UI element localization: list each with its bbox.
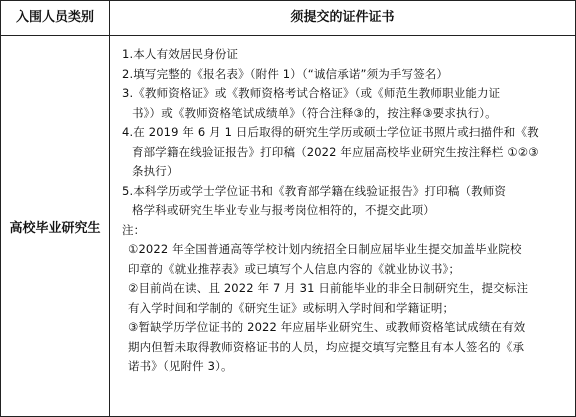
doc-line-bachelor-2: 格学科或研究生毕业专业与报考岗位相符的，不提交此项） (132, 203, 435, 217)
doc-line-teacher-cert-2: 书》）或《教师资格笔试成绩单》（符合注释③的，按注释③要求执行）。 (132, 105, 497, 120)
note-3-line-2: 期内但暂未取得教师资格证书的人员，均应提交填写完整且有本人签名的《承 (128, 339, 525, 354)
note-1-line-2: 印章的《就业推荐表》或已填写个人信息内容的《就业协议书》； (128, 261, 461, 276)
note-heading: 注： (122, 222, 146, 237)
note-1-line-1: ①2022 年全国普通高等学校计划内统招全日制应届毕业生提交加盖毕业院校 (128, 242, 522, 256)
table-header-row (1, 1, 575, 36)
doc-line-degree-2: 育部学籍在线验证报告》打印稿（2022 年应届高校毕业研究生按注释栏 ①②③ (132, 144, 539, 159)
doc-line-teacher-cert-1: 3.《教师资格证》或《教师资格考试合格证》（或《师范生教师职业能力证 (122, 86, 501, 100)
doc-line-degree-3: 条执行） (132, 164, 179, 178)
column-divider (109, 1, 110, 416)
header-documents: 须提交的证件证书 (290, 10, 395, 25)
note-2-line-1: ②目前尚在读、且 2022 年 7 月 31 日前能毕业的非全日制研究生，提交标注 (128, 281, 529, 295)
doc-line-degree-1: 4.在 2019 年 6 月 1 日后取得的研究生学历或硕士学位证书照片或扫描件和《教 (122, 125, 539, 139)
note-3-line-3: 诺书》（见附件 3）。 (128, 359, 233, 373)
doc-line-id-card: 1.本人有效居民身份证 (122, 47, 239, 61)
note-2-line-2: 有入学时间和学制的《研究生证》或标明入学时间和学籍证明； (128, 300, 455, 315)
header-category: 入围人员类别 (15, 10, 94, 25)
doc-line-application-form: 2.填写完整的《报名表》（附件 1）（“诚信承诺”须为手写签名） (122, 66, 449, 81)
doc-line-bachelor-1: 5.本科学历或学士学位证书和《教育部学籍在线验证报告》打印稿（教师资 (122, 183, 507, 198)
documents-cell (122, 45, 569, 377)
note-3-line-1: ③暂缺学历学位证书的 2022 年应届毕业研究生、或教师资格笔试成绩在有效 (128, 320, 526, 334)
category-cell: 高校毕业研究生 (9, 220, 101, 236)
